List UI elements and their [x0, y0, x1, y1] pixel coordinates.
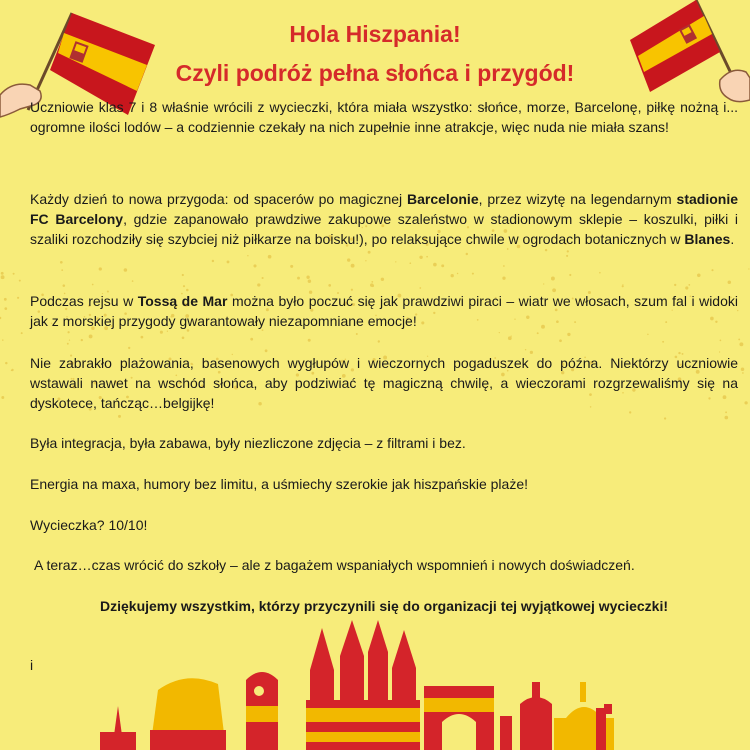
spanish-flag-right-icon: [620, 0, 750, 110]
paragraph-integration: Była integracja, była zabawa, były niezliczone zdjęcia – z filtrami i bez.: [30, 435, 466, 451]
page-title: Hola Hiszpania!: [289, 21, 461, 47]
paragraph-intro: Uczniowie klas 7 i 8 właśnie wrócili z wycieczki, która miała wszystko: słońce, morze, Barcelonę, piłkę nożną i... ogromne ilości lodów – a codziennie czekały na nich zupełnie inne atrakcje, więc nuda nie miała szans!: [30, 99, 738, 135]
paragraph-adventures: Każdy dzień to nowa przygoda: od spacerów po magicznej Barcelonie, przez wizytę na legendarnym stadionie FC Barcelony, gdzie zapanowało prawdziwe zakupowe szaleństwo w stadionowym sklepie – koszulki, piłki i szaliki rozchodziły się szybciej niż piłkarze na boisku!), po relaksujące chwile w ogrodach botanicznych w Blanes.: [30, 191, 739, 247]
paragraph-rating: Wycieczka? 10/10!: [30, 517, 148, 533]
stray-letter: i: [30, 657, 34, 673]
paragraph-energy: Energia na maxa, humory bez limitu, a uśmiechy szerokie jak hiszpańskie plaże!: [30, 476, 529, 492]
page-subtitle: Czyli podróż pełna słońca i przygód!: [175, 60, 575, 86]
barcelona-skyline-icon: [0, 620, 750, 750]
thanks-text: Dziękujemy wszystkim, którzy przyczynili się do organizacji tej wyjątkowej wycieczki!: [100, 598, 668, 614]
paragraph-back-to-school: A teraz…czas wrócić do szkoły – ale z bagażem wspaniałych wspomnień i nowych doświadczeń.: [34, 557, 635, 573]
paragraph-beach: Nie zabrakło plażowania, basenowych wygłupów i wieczornych pogaduszek do późna. Niektórzy uczniowie wstawali nawet na wschód słońca, aby podziwiać tę magiczną chwilę, a wieczorami rozgrzewaliśmy się na dyskotece, tańcząc…belgijkę!: [30, 355, 738, 411]
paragraph-cruise: Podczas rejsu w Tossą de Mar można było poczuć się jak prawdziwi piraci – wiatr we włosach, szum fal i widoki jak z morskiej przygody gwarantowały niezapomniane emocje!: [30, 293, 738, 329]
